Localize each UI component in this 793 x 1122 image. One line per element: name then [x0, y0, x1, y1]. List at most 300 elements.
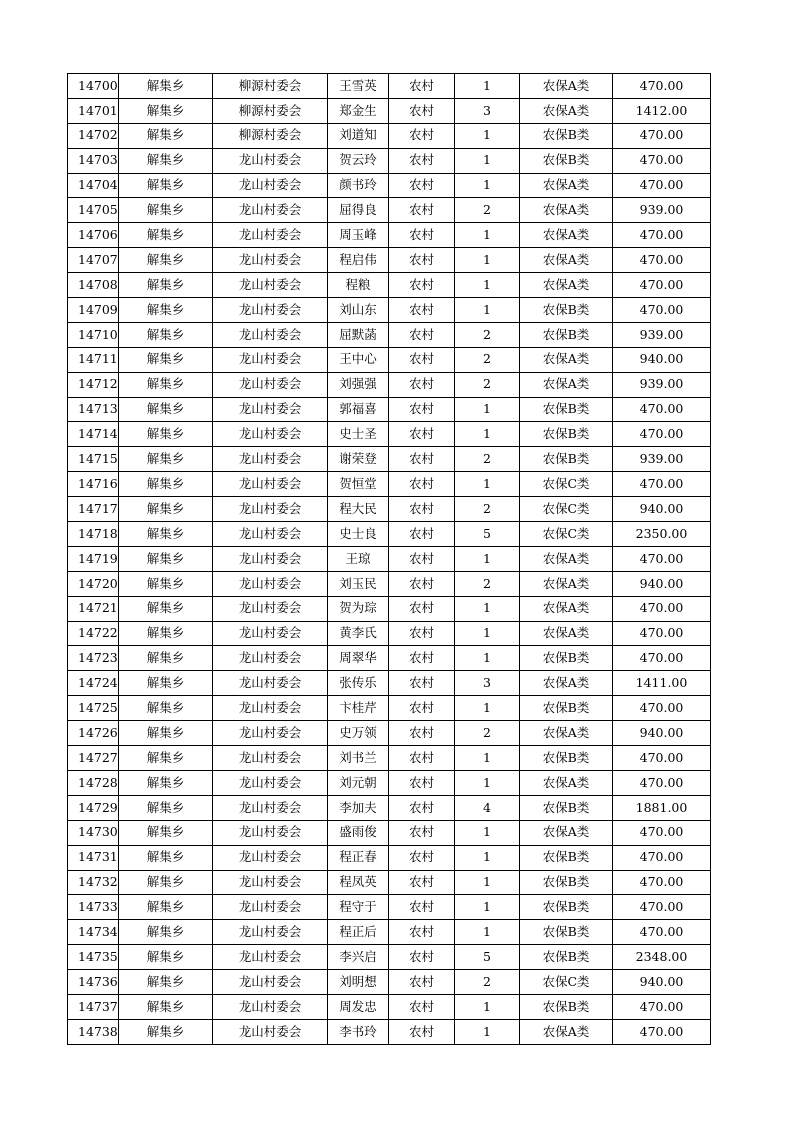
table-row	[68, 74, 711, 99]
cell-category: 农保A类	[520, 198, 613, 223]
cell-count: 1	[455, 895, 520, 920]
cell-amount: 940.00	[613, 347, 711, 372]
cell-township: 解集乡	[119, 820, 213, 845]
cell-id: 14719	[68, 546, 119, 571]
cell-name: 程守于	[328, 895, 389, 920]
table-row	[68, 472, 711, 497]
cell-township: 解集乡	[119, 472, 213, 497]
cell-amount: 939.00	[613, 198, 711, 223]
cell-village: 龙山村委会	[213, 845, 328, 870]
cell-name: 盛雨俊	[328, 820, 389, 845]
cell-township: 解集乡	[119, 372, 213, 397]
cell-name: 王琼	[328, 546, 389, 571]
cell-name: 程启伟	[328, 248, 389, 273]
table-row	[68, 248, 711, 273]
cell-count: 1	[455, 994, 520, 1019]
cell-township: 解集乡	[119, 770, 213, 795]
cell-type: 农村	[389, 372, 455, 397]
cell-type: 农村	[389, 646, 455, 671]
cell-count: 1	[455, 397, 520, 422]
cell-township: 解集乡	[119, 173, 213, 198]
table-row	[68, 596, 711, 621]
table-row	[68, 198, 711, 223]
cell-amount: 939.00	[613, 322, 711, 347]
cell-category: 农保A类	[520, 74, 613, 99]
cell-village: 龙山村委会	[213, 546, 328, 571]
cell-township: 解集乡	[119, 596, 213, 621]
cell-id: 14705	[68, 198, 119, 223]
cell-name: 程大民	[328, 497, 389, 522]
cell-type: 农村	[389, 920, 455, 945]
cell-name: 史士圣	[328, 422, 389, 447]
cell-village: 龙山村委会	[213, 223, 328, 248]
cell-type: 农村	[389, 870, 455, 895]
cell-amount: 470.00	[613, 123, 711, 148]
cell-amount: 940.00	[613, 970, 711, 995]
cell-count: 1	[455, 746, 520, 771]
cell-township: 解集乡	[119, 795, 213, 820]
cell-township: 解集乡	[119, 746, 213, 771]
cell-type: 农村	[389, 447, 455, 472]
cell-count: 2	[455, 497, 520, 522]
cell-id: 14721	[68, 596, 119, 621]
cell-name: 周玉峰	[328, 223, 389, 248]
data-table	[67, 73, 711, 1045]
cell-count: 1	[455, 148, 520, 173]
cell-name: 刘强强	[328, 372, 389, 397]
cell-amount: 470.00	[613, 74, 711, 99]
cell-name: 李书玲	[328, 1019, 389, 1044]
cell-village: 龙山村委会	[213, 770, 328, 795]
cell-category: 农保C类	[520, 522, 613, 547]
table-row	[68, 945, 711, 970]
table-row	[68, 994, 711, 1019]
cell-amount: 470.00	[613, 1019, 711, 1044]
cell-township: 解集乡	[119, 1019, 213, 1044]
cell-township: 解集乡	[119, 546, 213, 571]
cell-village: 龙山村委会	[213, 1019, 328, 1044]
cell-id: 14710	[68, 322, 119, 347]
cell-category: 农保A类	[520, 571, 613, 596]
table-row	[68, 820, 711, 845]
cell-village: 龙山村委会	[213, 173, 328, 198]
cell-amount: 470.00	[613, 895, 711, 920]
cell-village: 龙山村委会	[213, 322, 328, 347]
cell-name: 周翠华	[328, 646, 389, 671]
cell-name: 程正后	[328, 920, 389, 945]
table-row	[68, 497, 711, 522]
cell-township: 解集乡	[119, 571, 213, 596]
cell-township: 解集乡	[119, 148, 213, 173]
cell-category: 农保A类	[520, 248, 613, 273]
cell-category: 农保A类	[520, 621, 613, 646]
cell-count: 1	[455, 770, 520, 795]
cell-amount: 470.00	[613, 596, 711, 621]
cell-id: 14702	[68, 123, 119, 148]
cell-id: 14720	[68, 571, 119, 596]
cell-count: 2	[455, 447, 520, 472]
cell-category: 农保A类	[520, 820, 613, 845]
cell-category: 农保B类	[520, 920, 613, 945]
table-row	[68, 372, 711, 397]
cell-category: 农保A类	[520, 372, 613, 397]
cell-category: 农保B类	[520, 148, 613, 173]
cell-count: 1	[455, 123, 520, 148]
cell-id: 14737	[68, 994, 119, 1019]
table-row	[68, 522, 711, 547]
cell-count: 3	[455, 98, 520, 123]
cell-village: 柳源村委会	[213, 74, 328, 99]
cell-amount: 470.00	[613, 273, 711, 298]
cell-type: 农村	[389, 746, 455, 771]
cell-village: 龙山村委会	[213, 596, 328, 621]
cell-name: 贺恒堂	[328, 472, 389, 497]
cell-name: 李兴启	[328, 945, 389, 970]
cell-category: 农保B类	[520, 397, 613, 422]
cell-type: 农村	[389, 223, 455, 248]
cell-category: 农保A类	[520, 596, 613, 621]
cell-type: 农村	[389, 546, 455, 571]
cell-amount: 470.00	[613, 820, 711, 845]
cell-type: 农村	[389, 422, 455, 447]
cell-type: 农村	[389, 322, 455, 347]
cell-id: 14732	[68, 870, 119, 895]
cell-village: 龙山村委会	[213, 646, 328, 671]
cell-village: 龙山村委会	[213, 397, 328, 422]
cell-count: 1	[455, 298, 520, 323]
table-row	[68, 696, 711, 721]
cell-amount: 1411.00	[613, 671, 711, 696]
cell-category: 农保B类	[520, 895, 613, 920]
cell-count: 1	[455, 248, 520, 273]
cell-type: 农村	[389, 522, 455, 547]
cell-name: 刘元朝	[328, 770, 389, 795]
cell-township: 解集乡	[119, 248, 213, 273]
cell-amount: 470.00	[613, 696, 711, 721]
cell-type: 农村	[389, 273, 455, 298]
cell-id: 14734	[68, 920, 119, 945]
cell-name: 郭福喜	[328, 397, 389, 422]
cell-type: 农村	[389, 98, 455, 123]
cell-village: 龙山村委会	[213, 994, 328, 1019]
cell-village: 龙山村委会	[213, 721, 328, 746]
table-row	[68, 920, 711, 945]
cell-amount: 470.00	[613, 621, 711, 646]
cell-category: 农保B类	[520, 870, 613, 895]
cell-amount: 939.00	[613, 447, 711, 472]
cell-category: 农保A类	[520, 546, 613, 571]
cell-id: 14711	[68, 347, 119, 372]
cell-type: 农村	[389, 571, 455, 596]
cell-village: 龙山村委会	[213, 198, 328, 223]
cell-type: 农村	[389, 123, 455, 148]
cell-type: 农村	[389, 347, 455, 372]
cell-category: 农保A类	[520, 173, 613, 198]
cell-id: 14703	[68, 148, 119, 173]
table-row	[68, 795, 711, 820]
table-row	[68, 347, 711, 372]
cell-count: 1	[455, 223, 520, 248]
cell-amount: 2348.00	[613, 945, 711, 970]
cell-count: 2	[455, 721, 520, 746]
cell-name: 黄李氏	[328, 621, 389, 646]
cell-id: 14722	[68, 621, 119, 646]
cell-category: 农保A类	[520, 223, 613, 248]
cell-amount: 470.00	[613, 870, 711, 895]
cell-category: 农保C类	[520, 497, 613, 522]
cell-village: 龙山村委会	[213, 447, 328, 472]
cell-name: 刘道知	[328, 123, 389, 148]
cell-amount: 940.00	[613, 497, 711, 522]
cell-township: 解集乡	[119, 970, 213, 995]
table-row	[68, 123, 711, 148]
cell-township: 解集乡	[119, 696, 213, 721]
cell-id: 14736	[68, 970, 119, 995]
cell-category: 农保A类	[520, 347, 613, 372]
cell-category: 农保B类	[520, 696, 613, 721]
cell-village: 龙山村委会	[213, 795, 328, 820]
cell-village: 龙山村委会	[213, 472, 328, 497]
table-row	[68, 148, 711, 173]
cell-id: 14713	[68, 397, 119, 422]
cell-type: 农村	[389, 895, 455, 920]
cell-township: 解集乡	[119, 920, 213, 945]
cell-village: 龙山村委会	[213, 970, 328, 995]
table-row	[68, 322, 711, 347]
cell-township: 解集乡	[119, 422, 213, 447]
cell-category: 农保B类	[520, 123, 613, 148]
cell-id: 14723	[68, 646, 119, 671]
cell-village: 龙山村委会	[213, 746, 328, 771]
table-body	[68, 74, 711, 1045]
cell-village: 柳源村委会	[213, 123, 328, 148]
cell-name: 贺为琮	[328, 596, 389, 621]
cell-id: 14718	[68, 522, 119, 547]
cell-category: 农保B类	[520, 422, 613, 447]
cell-category: 农保A类	[520, 671, 613, 696]
cell-id: 14726	[68, 721, 119, 746]
cell-township: 解集乡	[119, 845, 213, 870]
cell-name: 周发忠	[328, 994, 389, 1019]
table-row	[68, 621, 711, 646]
cell-category: 农保B类	[520, 322, 613, 347]
cell-township: 解集乡	[119, 497, 213, 522]
cell-amount: 470.00	[613, 994, 711, 1019]
cell-count: 1	[455, 173, 520, 198]
cell-township: 解集乡	[119, 198, 213, 223]
cell-township: 解集乡	[119, 994, 213, 1019]
cell-count: 2	[455, 347, 520, 372]
cell-id: 14715	[68, 447, 119, 472]
cell-count: 1	[455, 273, 520, 298]
cell-count: 1	[455, 596, 520, 621]
cell-name: 贺云玲	[328, 148, 389, 173]
cell-count: 2	[455, 372, 520, 397]
cell-id: 14706	[68, 223, 119, 248]
table-row	[68, 546, 711, 571]
cell-type: 农村	[389, 298, 455, 323]
cell-township: 解集乡	[119, 298, 213, 323]
table-row	[68, 1019, 711, 1044]
cell-type: 农村	[389, 173, 455, 198]
cell-township: 解集乡	[119, 347, 213, 372]
cell-amount: 470.00	[613, 770, 711, 795]
cell-amount: 2350.00	[613, 522, 711, 547]
table-row	[68, 273, 711, 298]
cell-name: 刘玉民	[328, 571, 389, 596]
cell-type: 农村	[389, 596, 455, 621]
cell-id: 14717	[68, 497, 119, 522]
cell-amount: 470.00	[613, 920, 711, 945]
cell-count: 4	[455, 795, 520, 820]
cell-village: 龙山村委会	[213, 870, 328, 895]
cell-id: 14731	[68, 845, 119, 870]
cell-count: 1	[455, 870, 520, 895]
cell-id: 14709	[68, 298, 119, 323]
cell-category: 农保B类	[520, 746, 613, 771]
cell-amount: 470.00	[613, 298, 711, 323]
cell-township: 解集乡	[119, 74, 213, 99]
cell-id: 14733	[68, 895, 119, 920]
cell-count: 3	[455, 671, 520, 696]
cell-count: 1	[455, 1019, 520, 1044]
cell-id: 14730	[68, 820, 119, 845]
table-row	[68, 746, 711, 771]
cell-village: 龙山村委会	[213, 422, 328, 447]
table-row	[68, 173, 711, 198]
cell-name: 程粮	[328, 273, 389, 298]
cell-name: 程凤英	[328, 870, 389, 895]
cell-township: 解集乡	[119, 123, 213, 148]
table-row	[68, 98, 711, 123]
cell-amount: 1881.00	[613, 795, 711, 820]
cell-name: 谢荣登	[328, 447, 389, 472]
cell-category: 农保A类	[520, 1019, 613, 1044]
cell-id: 14735	[68, 945, 119, 970]
cell-category: 农保B类	[520, 795, 613, 820]
cell-village: 龙山村委会	[213, 298, 328, 323]
cell-village: 龙山村委会	[213, 820, 328, 845]
cell-count: 1	[455, 646, 520, 671]
cell-name: 李加夫	[328, 795, 389, 820]
cell-id: 14716	[68, 472, 119, 497]
cell-amount: 470.00	[613, 248, 711, 273]
cell-village: 龙山村委会	[213, 920, 328, 945]
cell-village: 龙山村委会	[213, 347, 328, 372]
cell-id: 14701	[68, 98, 119, 123]
cell-amount: 940.00	[613, 721, 711, 746]
cell-category: 农保A类	[520, 721, 613, 746]
cell-count: 1	[455, 74, 520, 99]
cell-village: 龙山村委会	[213, 497, 328, 522]
cell-type: 农村	[389, 497, 455, 522]
cell-name: 王中心	[328, 347, 389, 372]
cell-village: 龙山村委会	[213, 372, 328, 397]
table-row	[68, 845, 711, 870]
cell-count: 1	[455, 920, 520, 945]
cell-category: 农保C类	[520, 472, 613, 497]
cell-township: 解集乡	[119, 322, 213, 347]
cell-id: 14738	[68, 1019, 119, 1044]
cell-name: 刘书兰	[328, 746, 389, 771]
cell-id: 14728	[68, 770, 119, 795]
cell-amount: 470.00	[613, 646, 711, 671]
cell-township: 解集乡	[119, 273, 213, 298]
cell-name: 张传乐	[328, 671, 389, 696]
cell-category: 农保A类	[520, 273, 613, 298]
cell-amount: 470.00	[613, 223, 711, 248]
table-row	[68, 895, 711, 920]
cell-village: 龙山村委会	[213, 248, 328, 273]
cell-amount: 940.00	[613, 571, 711, 596]
cell-category: 农保C类	[520, 970, 613, 995]
table-row	[68, 721, 711, 746]
cell-township: 解集乡	[119, 397, 213, 422]
table-row	[68, 447, 711, 472]
cell-village: 龙山村委会	[213, 571, 328, 596]
cell-village: 柳源村委会	[213, 98, 328, 123]
table-row	[68, 970, 711, 995]
cell-village: 龙山村委会	[213, 522, 328, 547]
cell-village: 龙山村委会	[213, 696, 328, 721]
cell-type: 农村	[389, 696, 455, 721]
cell-type: 农村	[389, 671, 455, 696]
cell-type: 农村	[389, 770, 455, 795]
cell-type: 农村	[389, 970, 455, 995]
cell-count: 1	[455, 546, 520, 571]
cell-type: 农村	[389, 621, 455, 646]
cell-id: 14708	[68, 273, 119, 298]
table-row	[68, 223, 711, 248]
cell-count: 1	[455, 472, 520, 497]
cell-category: 农保A类	[520, 98, 613, 123]
cell-type: 农村	[389, 845, 455, 870]
cell-amount: 470.00	[613, 746, 711, 771]
cell-id: 14707	[68, 248, 119, 273]
cell-township: 解集乡	[119, 870, 213, 895]
cell-category: 农保B类	[520, 298, 613, 323]
cell-count: 2	[455, 322, 520, 347]
cell-category: 农保A类	[520, 770, 613, 795]
cell-name: 卞桂芹	[328, 696, 389, 721]
cell-id: 14704	[68, 173, 119, 198]
cell-amount: 470.00	[613, 472, 711, 497]
cell-name: 史万领	[328, 721, 389, 746]
cell-id: 14714	[68, 422, 119, 447]
cell-township: 解集乡	[119, 98, 213, 123]
cell-township: 解集乡	[119, 895, 213, 920]
cell-id: 14712	[68, 372, 119, 397]
cell-township: 解集乡	[119, 447, 213, 472]
cell-type: 农村	[389, 945, 455, 970]
cell-township: 解集乡	[119, 945, 213, 970]
cell-category: 农保B类	[520, 945, 613, 970]
table-row	[68, 770, 711, 795]
cell-type: 农村	[389, 994, 455, 1019]
cell-name: 颜书玲	[328, 173, 389, 198]
cell-township: 解集乡	[119, 646, 213, 671]
cell-amount: 470.00	[613, 148, 711, 173]
cell-type: 农村	[389, 795, 455, 820]
cell-category: 农保B类	[520, 447, 613, 472]
cell-type: 农村	[389, 472, 455, 497]
cell-township: 解集乡	[119, 671, 213, 696]
cell-id: 14727	[68, 746, 119, 771]
cell-type: 农村	[389, 397, 455, 422]
cell-name: 屈得良	[328, 198, 389, 223]
cell-name: 屈默菡	[328, 322, 389, 347]
cell-amount: 1412.00	[613, 98, 711, 123]
